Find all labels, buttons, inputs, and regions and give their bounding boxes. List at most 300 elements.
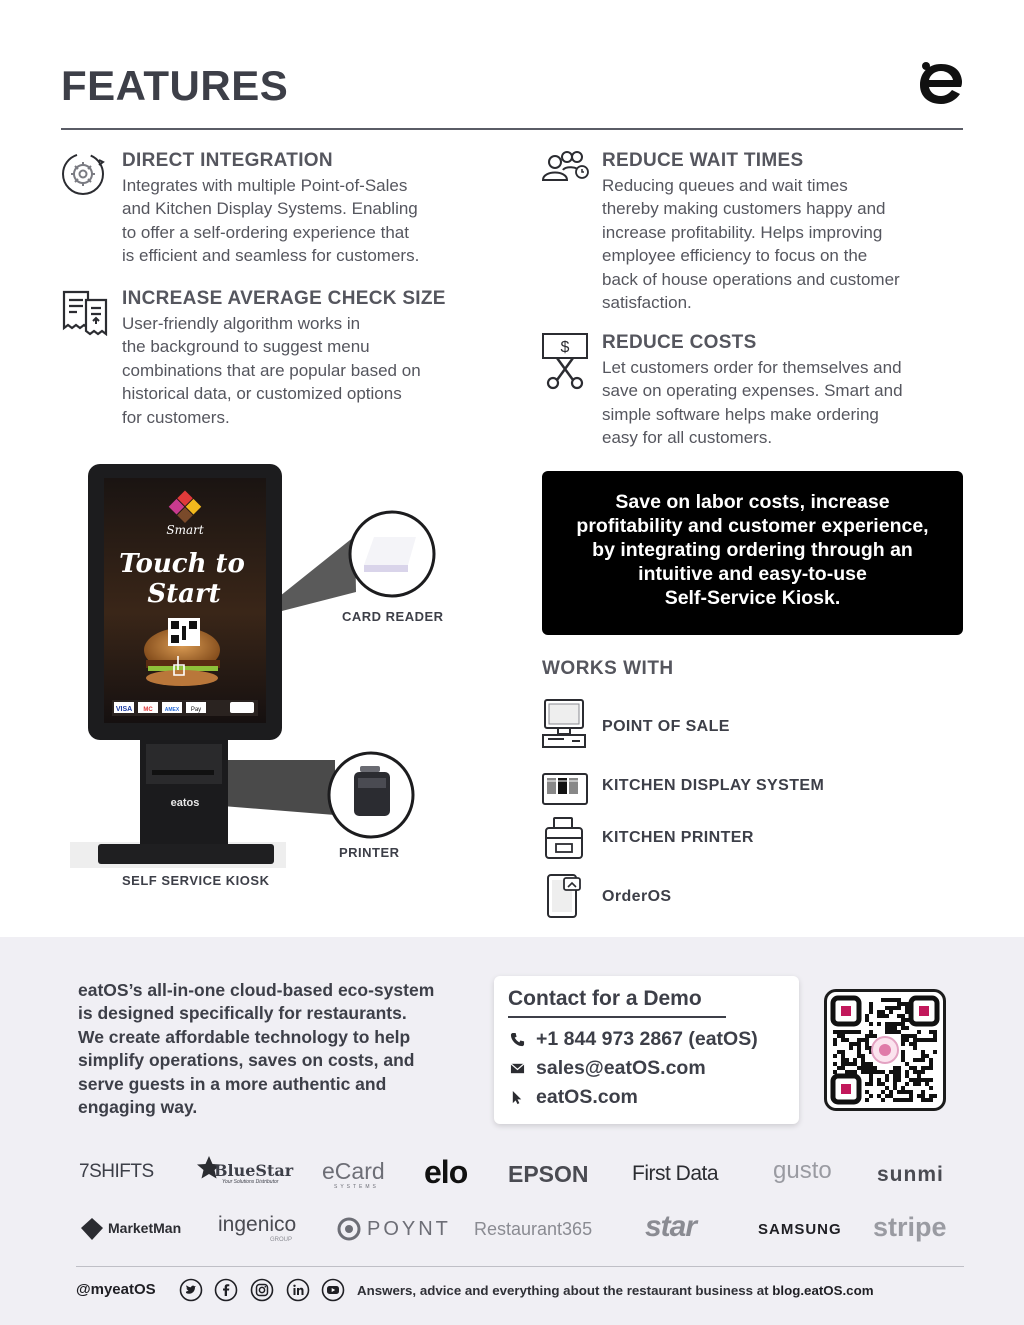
qr-module — [929, 1066, 933, 1070]
callout-line: intuitive and easy-to-use — [638, 563, 867, 585]
qr-module — [929, 1094, 933, 1098]
qr-module — [905, 1018, 909, 1022]
partner-logo-poynt: POYNT — [336, 1214, 440, 1244]
qr-module — [865, 1090, 869, 1094]
qr-module — [869, 1034, 873, 1038]
qr-module — [897, 1078, 901, 1082]
qr-module — [929, 1062, 933, 1066]
qr-module — [877, 1078, 881, 1082]
qr-module — [929, 1058, 933, 1062]
qr-module — [841, 1066, 845, 1070]
qr-module — [909, 1042, 913, 1046]
qr-module — [905, 1070, 909, 1074]
qr-module — [857, 1050, 861, 1054]
qr-module — [865, 1098, 869, 1102]
about-text: eatOS’s all-in-one cloud-based eco-system is designed specifically for restaurants. We create affordable technology to help simplify operations, saves on costs, and serve guests in a more authentic and engaging way. — [78, 980, 435, 1118]
qr-module — [881, 1090, 885, 1094]
qr-module — [841, 1054, 845, 1058]
qr-module — [909, 1066, 913, 1070]
qr-module — [929, 1086, 933, 1090]
qr-module — [845, 1058, 849, 1062]
qr-module — [917, 1070, 921, 1074]
qr-module — [901, 1098, 905, 1102]
kiosk-illustration — [60, 460, 480, 900]
callout-line: by integrating ordering through an — [592, 539, 913, 561]
qr-module — [885, 1078, 889, 1082]
works-with-label: POINT OF SALE — [602, 718, 730, 735]
qr-module — [869, 1022, 873, 1026]
qr-module — [925, 1078, 929, 1082]
feature-title: DIRECT INTEGRATION — [122, 150, 333, 171]
qr-module — [933, 1094, 937, 1098]
qr-module — [841, 1038, 845, 1042]
qr-module — [841, 1034, 845, 1038]
qr-module — [933, 1034, 937, 1038]
qr-module — [897, 1098, 901, 1102]
qr-module — [897, 1066, 901, 1070]
qr-module — [885, 998, 889, 1002]
qr-module — [909, 1090, 913, 1094]
qr-module — [889, 1026, 893, 1030]
qr-module — [897, 1074, 901, 1078]
qr-module — [929, 1038, 933, 1042]
feature-increase-check-size — [61, 288, 501, 433]
qr-module — [885, 1094, 889, 1098]
qr-module — [905, 1034, 909, 1038]
qr-module — [913, 1066, 917, 1070]
qr-module — [857, 1030, 861, 1034]
qr-module — [837, 1034, 841, 1038]
page-title: FEATURES — [61, 62, 289, 109]
qr-module — [901, 1050, 905, 1054]
qr-module — [869, 1062, 873, 1066]
qr-module — [921, 1054, 925, 1058]
qr-module — [885, 1014, 889, 1018]
qr-module — [885, 1026, 889, 1030]
partner-logo-sunmi: sunmi — [877, 1163, 944, 1186]
marketman-mark-icon — [79, 1216, 105, 1242]
qr-module — [873, 1066, 877, 1070]
qr-module — [837, 1066, 841, 1070]
qr-module — [857, 1038, 861, 1042]
qr-module — [901, 1058, 905, 1062]
qr-module — [889, 998, 893, 1002]
partner-logo-restaurant365: Restaurant365 — [474, 1219, 593, 1239]
blog-link[interactable]: blog.eatOS.com — [772, 1283, 874, 1298]
qr-module — [897, 1070, 901, 1074]
qr-module — [917, 1082, 921, 1086]
qr-module — [857, 1042, 861, 1046]
qr-module — [889, 1010, 893, 1014]
qr-module — [873, 1034, 877, 1038]
qr-module — [929, 1030, 933, 1034]
qr-module — [865, 1038, 869, 1042]
title-divider — [61, 128, 963, 130]
qr-module — [905, 1026, 909, 1030]
feature-reduce-costs — [541, 332, 963, 452]
qr-module — [849, 1046, 853, 1050]
qr-module — [889, 1030, 893, 1034]
qr-module — [841, 1058, 845, 1062]
callout-line: Self-Service Kiosk. — [664, 587, 841, 609]
qr-module — [901, 1022, 905, 1026]
qr-module — [925, 1066, 929, 1070]
qr-module — [833, 1042, 837, 1046]
qr-module — [869, 1074, 873, 1078]
payment-mark: AMEX — [164, 707, 180, 713]
qr-module — [913, 1042, 917, 1046]
qr-module — [913, 1078, 917, 1082]
feature-reduce-wait-times — [541, 150, 963, 320]
qr-module — [849, 1062, 853, 1066]
qr-module — [905, 1074, 909, 1078]
qr-module — [841, 1062, 845, 1066]
qr-module — [913, 1058, 917, 1062]
qr-module — [905, 1090, 909, 1094]
qr-module — [865, 1042, 869, 1046]
qr-module — [897, 1002, 901, 1006]
qr-module — [893, 1006, 897, 1010]
qr-module — [913, 1038, 917, 1042]
qr-module — [901, 1054, 905, 1058]
eatos-logo-icon — [916, 58, 966, 108]
qr-module — [901, 1042, 905, 1046]
qr-module — [877, 1014, 881, 1018]
qr-module — [917, 1030, 921, 1034]
qr-module — [901, 1018, 905, 1022]
qr-module — [933, 1030, 937, 1034]
qr-module — [853, 1030, 857, 1034]
svg-text:$: $ — [560, 339, 570, 356]
phone-icon — [510, 1032, 525, 1047]
linkedin-icon[interactable] — [286, 1278, 310, 1302]
stand-brand: eatos — [170, 797, 200, 809]
qr-module — [865, 1066, 869, 1070]
qr-module — [897, 1022, 901, 1026]
footer-tagline: Answers, advice and everything about the restaurant business at blog.eatOS.com — [357, 1283, 874, 1298]
qr-module — [897, 1030, 901, 1034]
contact-website[interactable]: eatOS.com — [508, 1086, 793, 1110]
feature-description: Reducing queues and wait times thereby making customers happy and increase profitability. Helps improving employee efficiency to focus on the back of house operations and customer satisfaction. — [602, 176, 900, 313]
qr-module — [893, 1030, 897, 1034]
qr-module — [889, 1094, 893, 1098]
qr-module — [893, 1098, 897, 1102]
partner-logo-gusto: gusto — [773, 1157, 832, 1184]
qr-module — [877, 1094, 881, 1098]
works-with-label: KITCHEN PRINTER — [602, 829, 754, 846]
tablet-icon — [542, 871, 588, 921]
works-with-title: WORKS WITH — [542, 658, 674, 679]
gear-sync-icon — [61, 150, 109, 198]
qr-module — [861, 1062, 865, 1066]
qr-module — [853, 1058, 857, 1062]
partner-logo-marketman: MarketMan — [79, 1216, 189, 1242]
qr-module — [869, 1030, 873, 1034]
partner-logo-7shifts: 7SHIFTS — [79, 1161, 154, 1182]
qr-module — [889, 1022, 893, 1026]
contact-phone[interactable]: +1 844 973 2867 (eatOS) — [508, 1028, 793, 1052]
qr-module — [921, 1094, 925, 1098]
qr-module — [865, 1046, 869, 1050]
qr-module — [869, 1006, 873, 1010]
qr-module — [881, 1082, 885, 1086]
kitchen-printer-icon — [542, 814, 588, 864]
partner-logo-bluestar: BlueStar Your Solutions Distributor — [196, 1155, 286, 1187]
qr-module — [833, 1062, 837, 1066]
kitchen-display-icon — [542, 765, 588, 815]
qr-module — [917, 1038, 921, 1042]
feature-description: User-friendly algorithm works in the background to suggest menu combinations that are popular based on historical data, or customized options for customers. — [122, 314, 421, 427]
qr-module — [869, 1002, 873, 1006]
printer-label: PRINTER — [339, 845, 400, 860]
footer-divider — [76, 1266, 964, 1267]
qr-module — [905, 1010, 909, 1014]
qr-module — [933, 1038, 937, 1042]
contact-title-underline — [508, 1016, 726, 1018]
qr-module — [921, 1066, 925, 1070]
qr-module — [853, 1062, 857, 1066]
qr-module — [929, 1078, 933, 1082]
people-clock-icon — [541, 150, 589, 198]
feature-title: REDUCE WAIT TIMES — [602, 150, 804, 171]
qr-module — [877, 1022, 881, 1026]
qr-module — [877, 1070, 881, 1074]
qr-module — [853, 1042, 857, 1046]
contact-card — [494, 976, 799, 1124]
qr-module — [921, 1058, 925, 1062]
feature-description: Let customers order for themselves and save on operating expenses. Smart and simple software helps make ordering easy for all customers. — [602, 358, 903, 448]
partner-logo-first-data: First Data — [632, 1162, 719, 1185]
partner-logo-stripe: stripe — [873, 1212, 947, 1242]
qr-module — [913, 1070, 917, 1074]
instagram-icon[interactable] — [250, 1278, 274, 1302]
envelope-icon — [510, 1061, 525, 1076]
qr-module — [889, 1090, 893, 1094]
qr-module — [841, 1030, 845, 1034]
qr-module — [865, 1034, 869, 1038]
qr-module — [925, 1038, 929, 1042]
qr-module — [921, 1078, 925, 1082]
qr-module — [901, 1086, 905, 1090]
qr-module — [881, 1070, 885, 1074]
qr-module — [885, 1006, 889, 1010]
qr-module — [909, 1078, 913, 1082]
qr-module — [841, 1050, 845, 1054]
qr-module — [893, 1026, 897, 1030]
qr-module — [893, 1086, 897, 1090]
self-service-kiosk-image — [60, 460, 480, 900]
partner-logo-elo: elo — [424, 1154, 468, 1190]
qr-code[interactable] — [824, 989, 946, 1111]
qr-module — [861, 1054, 865, 1058]
qr-module — [881, 1098, 885, 1102]
qr-module — [917, 1058, 921, 1062]
qr-module — [917, 1094, 921, 1098]
qr-module — [889, 1070, 893, 1074]
qr-module — [925, 1082, 929, 1086]
partner-logo-epson: EPSON — [508, 1161, 589, 1187]
qr-module — [833, 1054, 837, 1058]
qr-module — [897, 998, 901, 1002]
payment-mark: MC — [143, 707, 153, 713]
qr-module — [869, 1070, 873, 1074]
contact-email[interactable]: sales@eatOS.com — [508, 1057, 793, 1081]
qr-module — [933, 1050, 937, 1054]
qr-module — [901, 1026, 905, 1030]
qr-module — [913, 1082, 917, 1086]
feature-direct-integration — [61, 150, 491, 270]
qr-module — [893, 1078, 897, 1082]
screen-brand: Smart — [166, 523, 204, 537]
qr-module — [921, 1098, 925, 1102]
qr-module — [853, 1070, 857, 1074]
qr-module — [921, 1070, 925, 1074]
qr-module — [865, 1062, 869, 1066]
qr-module — [857, 1054, 861, 1058]
qr-module — [869, 1082, 873, 1086]
youtube-icon[interactable] — [321, 1278, 345, 1302]
twitter-icon[interactable] — [179, 1278, 203, 1302]
qr-module — [865, 1070, 869, 1074]
qr-module — [905, 1006, 909, 1010]
qr-module — [865, 1082, 869, 1086]
qr-module — [905, 1082, 909, 1086]
qr-module — [845, 1038, 849, 1042]
feature-description: Integrates with multiple Point-of-Sales and Kitchen Display Systems. Enabling to offer a self-ordering experience that is efficient and seamless for customers. — [122, 176, 420, 266]
feature-title: REDUCE COSTS — [602, 332, 757, 353]
qr-module — [885, 1074, 889, 1078]
partner-logo-ingenico: ingenico GROUP — [218, 1213, 297, 1243]
qr-module — [921, 1038, 925, 1042]
qr-module — [881, 998, 885, 1002]
card-reader-label: CARD READER — [342, 609, 444, 624]
qr-module — [921, 1050, 925, 1054]
qr-module — [905, 1038, 909, 1042]
kiosk-label: SELF SERVICE KIOSK — [122, 873, 270, 888]
qr-module — [889, 1006, 893, 1010]
qr-module — [901, 1034, 905, 1038]
qr-module — [925, 1054, 929, 1058]
qr-module — [929, 1098, 933, 1102]
qr-module — [865, 1018, 869, 1022]
works-with-item-kds — [542, 765, 962, 815]
cursor-icon — [510, 1090, 525, 1105]
qr-module — [913, 1034, 917, 1038]
qr-module — [897, 1090, 901, 1094]
qr-module — [873, 1070, 877, 1074]
qr-module — [845, 1070, 849, 1074]
qr-module — [893, 1022, 897, 1026]
partner-logo-samsung: SAMSUNG — [758, 1221, 842, 1238]
contact-title: Contact for a Demo — [508, 987, 702, 1010]
qr-module — [901, 1090, 905, 1094]
qr-module — [893, 1074, 897, 1078]
screen-headline: Start — [147, 579, 221, 609]
works-with-item-kitchen-printer — [542, 814, 962, 864]
partner-logo-star: star — [645, 1210, 697, 1243]
qr-module — [901, 1014, 905, 1018]
qr-module — [877, 1082, 881, 1086]
screen-headline: Touch to — [119, 549, 245, 579]
money-scissors-icon — [541, 332, 589, 390]
qr-module — [917, 1078, 921, 1082]
qr-module — [905, 1002, 909, 1006]
works-with-item-pos — [542, 699, 962, 749]
qr-module — [877, 1010, 881, 1014]
qr-module — [833, 1038, 837, 1042]
qr-module — [897, 1006, 901, 1010]
qr-module — [849, 1030, 853, 1034]
qr-module — [865, 1014, 869, 1018]
qr-module — [921, 1090, 925, 1094]
qr-module — [913, 1046, 917, 1050]
callout-line: profitability and customer experience, — [576, 515, 929, 537]
works-with-label: KITCHEN DISPLAY SYSTEM — [602, 777, 825, 794]
qr-module — [833, 1070, 837, 1074]
qr-module — [901, 1038, 905, 1042]
qr-module — [869, 1078, 873, 1082]
partner-logo-ecard: eCard SYSTEMS — [322, 1158, 385, 1190]
works-with-label: OrderOS — [602, 888, 672, 905]
payment-mark: Pay — [190, 707, 202, 713]
social-handle: @myeatOS — [76, 1281, 156, 1298]
qr-module — [893, 1070, 897, 1074]
callout-line: Save on labor costs, increase — [615, 491, 890, 513]
qr-module — [893, 1082, 897, 1086]
works-with-item-orderos — [542, 871, 962, 921]
callout-box — [542, 471, 963, 635]
qr-module — [881, 1010, 885, 1014]
qr-module — [857, 1066, 861, 1070]
qr-module — [869, 1010, 873, 1014]
qr-module — [917, 1074, 921, 1078]
qr-module — [857, 1046, 861, 1050]
qr-module — [861, 1070, 865, 1074]
qr-module — [909, 1094, 913, 1098]
qr-module — [905, 1062, 909, 1066]
qr-module — [905, 1098, 909, 1102]
qr-module — [885, 1022, 889, 1026]
receipt-icon — [61, 288, 109, 336]
payment-mark: VISA — [115, 706, 133, 713]
qr-module — [837, 1050, 841, 1054]
qr-module — [849, 1042, 853, 1046]
qr-module — [881, 1014, 885, 1018]
qr-module — [885, 1030, 889, 1034]
qr-module — [897, 1014, 901, 1018]
qr-module — [861, 1066, 865, 1070]
feature-title: INCREASE AVERAGE CHECK SIZE — [122, 288, 446, 309]
qr-module — [845, 1062, 849, 1066]
pos-terminal-icon — [542, 699, 588, 749]
facebook-icon[interactable] — [214, 1278, 238, 1302]
qr-module — [909, 1098, 913, 1102]
qr-module — [885, 1086, 889, 1090]
qr-code-image — [827, 992, 943, 1108]
qr-module — [893, 998, 897, 1002]
qr-module — [833, 1030, 837, 1034]
qr-module — [901, 1002, 905, 1006]
qr-module — [849, 1070, 853, 1074]
qr-module — [869, 1066, 873, 1070]
qr-module — [861, 1038, 865, 1042]
poynt-mark-icon — [336, 1216, 362, 1242]
qr-module — [893, 1066, 897, 1070]
qr-module — [861, 1058, 865, 1062]
qr-module — [837, 1030, 841, 1034]
qr-module — [925, 1098, 929, 1102]
qr-module — [909, 1034, 913, 1038]
